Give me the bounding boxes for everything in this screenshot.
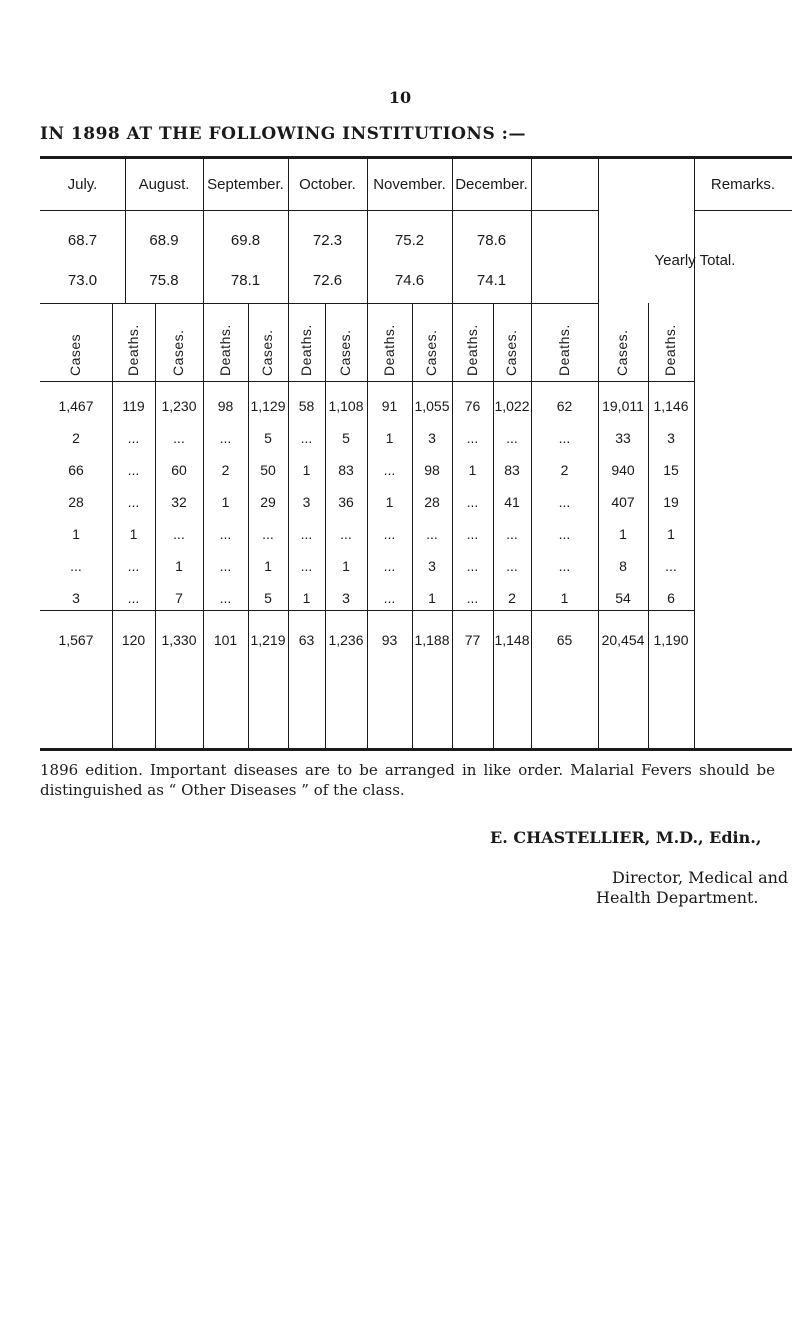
cases-subheader: Cases. [259,329,275,376]
table-cell: 1 [302,462,311,478]
table-cell: 5 [264,590,272,606]
table-cell: 1,467 [58,398,94,414]
table-cell: ... [506,558,518,574]
table-cell: 940 [611,462,635,478]
table-cell: 15 [663,462,679,478]
table-cell: 1 [129,526,138,542]
page-number: 10 [388,88,412,107]
temperature-value [452,272,531,289]
table-cell: 1 [221,494,230,510]
remarks-divider [694,158,695,748]
table-cell: 3 [428,430,436,446]
table-cell: 5 [264,430,272,446]
table-top-rule [40,156,792,159]
page-heading: IN 1898 AT THE FOLLOWING INSTITUTIONS :— [40,124,526,144]
table-cell: 62 [556,398,573,414]
table-cell: 3 [72,590,80,606]
temperature-text: 72.6 [312,272,343,289]
signature-title-line1: Director, Medical and [612,868,789,887]
deaths-subheader: Deaths. [380,324,397,376]
table-cell: 1,230 [161,398,197,414]
table-cell: ... [70,558,82,574]
table-cell: 2 [560,462,569,478]
table-cell: 29 [260,494,276,510]
cases-subheader: Cases. [614,329,630,376]
total-cell: 77 [464,632,481,648]
temperature-value [288,232,367,249]
temperature-rule [40,303,598,304]
table-cell: 19,011 [602,398,644,414]
table-cell: 1 [428,590,436,606]
table-cell: 98 [217,398,234,414]
table-cell: 91 [381,398,398,414]
temperature-text: 68.7 [67,232,98,249]
table-cell: 7 [175,590,183,606]
table-cell: ... [466,558,479,574]
yearly-total-divider [598,158,599,748]
table-cell: ... [300,558,313,574]
temperature-text: 69.8 [230,232,261,249]
signature-title-line2: Health Department. [596,888,759,907]
month-header: July. [67,176,98,193]
table-cell: 19 [663,494,679,510]
table-cell: 8 [619,558,627,574]
table-cell: ... [558,526,571,542]
table-cell: ... [173,526,185,542]
cases-subheader: Cases. [503,329,519,376]
table-cell: ... [219,590,232,606]
yearly-total-header: Yearly Total. [654,252,736,269]
table-cell: 119 [122,398,145,414]
table-cell: ... [466,526,479,542]
table-cell: 3 [667,430,675,446]
table-cell: 60 [171,462,187,478]
month-header: December. [455,176,528,193]
table-cell: 28 [68,494,84,510]
deaths-subheader: Deaths. [463,324,480,376]
temperature-text: 78.1 [230,272,261,289]
table-cell: ... [219,430,232,446]
table-cell: ... [558,558,571,574]
table-cell: ... [383,526,396,542]
temperature-value [203,232,288,249]
table-cell: 41 [504,494,520,510]
table-cell: 1,129 [250,398,286,414]
table-cell: ... [466,590,479,606]
table-cell: ... [127,462,140,478]
table-cell: 1 [342,558,350,574]
deaths-subheader: Deaths. [124,324,141,376]
temperature-text: 78.6 [476,232,507,249]
deaths-subheader: Deaths. [297,324,314,376]
table-cell: 58 [298,398,315,414]
table-cell: ... [127,494,140,510]
temperature-value [367,232,452,249]
temperature-text: 73.0 [67,272,98,289]
temperature-text: 75.2 [394,232,425,249]
table-cell: 407 [611,494,635,510]
table-cell: 1 [302,590,311,606]
total-cell: 1,236 [328,632,364,648]
table-cell: 1 [72,526,80,542]
table-cell: 76 [464,398,481,414]
month-divider [531,158,532,303]
table-cell: ... [466,430,479,446]
table-cell: 32 [171,494,187,510]
month-header: November. [373,176,446,193]
cases-subheader: Cases. [337,329,353,376]
table-cell: 33 [615,430,631,446]
deaths-subheader: Deaths. [555,324,572,376]
month-header: September. [207,176,284,193]
table-cell: 83 [504,462,520,478]
table-cell: ... [340,526,352,542]
table-cell: ... [558,430,571,446]
table-cell: 1 [385,430,394,446]
month-header: August. [138,176,190,193]
table-cell: ... [383,462,396,478]
table-cell: 50 [260,462,276,478]
cases-subheader: Cases. [423,329,439,376]
table-cell: 1,022 [494,398,530,414]
table-cell: 1,055 [414,398,450,414]
table-cell: 1 [667,526,675,542]
temperature-value [40,232,125,249]
deaths-subheader: Deaths. [662,324,678,376]
footnote: 1896 edition. Important diseases are to be arranged in like order. Malarial Fevers should be distinguished as “ Other Diseases ” of the class. [40,761,775,799]
table-cell: ... [300,526,313,542]
temperature-text: 75.8 [149,272,179,289]
table-cell: 3 [342,590,350,606]
total-cell: 1,190 [653,632,689,648]
total-cell: 1,567 [58,632,94,648]
total-cell: 1,219 [250,632,286,648]
table-bottom-rule [40,748,792,751]
table-cell: 1 [385,494,394,510]
temperature-value [288,272,367,289]
temperature-text: 68.9 [149,232,179,249]
total-cell: 65 [556,632,573,648]
table-cell: ... [127,590,140,606]
temperature-value [367,272,452,289]
table-cell: 3 [428,558,436,574]
remarks-header-rule [694,210,792,211]
table-cell: ... [127,558,140,574]
total-cell: 1,188 [414,632,450,648]
table-cell: 1 [175,558,183,574]
table-cell: 1 [468,462,477,478]
remarks-header: Remarks. [710,176,776,193]
month-header-rule [40,210,598,211]
cases-subheader: Cases [67,333,83,376]
table-cell: 1,108 [328,398,364,414]
table-cell: ... [383,558,396,574]
table-cell: 66 [68,462,84,478]
table-cell: ... [219,558,232,574]
temperature-value [203,272,288,289]
table-cell: ... [127,430,140,446]
total-cell: 93 [381,632,398,648]
cases-subheader: Cases. [170,329,186,376]
total-cell: 1,148 [494,632,530,648]
temperature-text: 74.6 [394,272,425,289]
table-cell: 1,146 [653,398,689,414]
table-cell: 1 [619,526,627,542]
table-cell: 5 [342,430,350,446]
table-cell: ... [300,430,313,446]
table-cell: 28 [424,494,440,510]
total-cell: 1,330 [161,632,197,648]
temperature-text: 74.1 [476,272,507,289]
signature-name: E. CHASTELLIER, M.D., Edin., [490,828,762,847]
table-cell: ... [173,430,185,446]
table-cell: ... [426,526,438,542]
total-cell: 20,454 [601,632,645,648]
temperature-value [452,232,531,249]
table-cell: ... [506,430,518,446]
month-header: October. [299,176,356,193]
total-cell: 120 [121,632,146,648]
total-cell: 101 [213,632,238,648]
table-cell: 3 [302,494,311,510]
table-cell: ... [262,526,274,542]
table-cell: 2 [221,462,230,478]
table-cell: 83 [338,462,354,478]
table-cell: ... [466,494,479,510]
table-cell: 1 [560,590,569,606]
table-cell: ... [219,526,232,542]
temperature-value [125,232,203,249]
table-cell: 2 [508,590,516,606]
temperature-text: 72.3 [312,232,343,249]
temperature-value [40,272,125,289]
table-cell: 98 [424,462,440,478]
table-cell: ... [383,590,396,606]
table-cell: 36 [338,494,354,510]
table-cell: ... [506,526,518,542]
temperature-value [125,272,203,289]
total-cell: 63 [298,632,315,648]
table-cell: ... [665,558,677,574]
table-cell: 1 [264,558,272,574]
deaths-subheader: Deaths. [216,324,233,376]
table-cell: 2 [72,430,80,446]
table-cell: 54 [615,590,631,606]
table-cell: 6 [667,590,675,606]
table-cell: ... [558,494,571,510]
